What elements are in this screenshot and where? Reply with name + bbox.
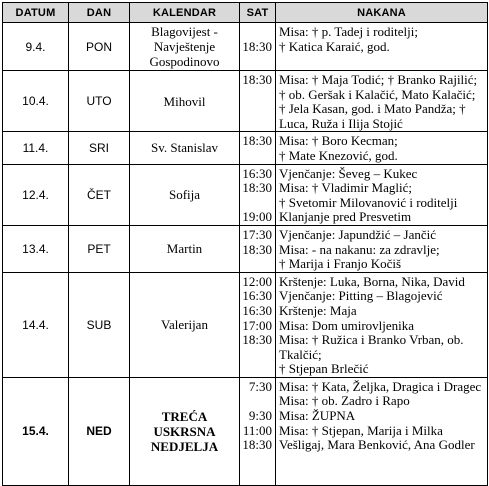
intention-line: † Stjepan Brlečić: [279, 361, 369, 377]
intention-line: Klanjanje pred Presvetim: [279, 209, 412, 225]
intention-line: Misa: † Kata, Željka, Dragica i Dragec: [279, 378, 482, 394]
intention-line: Misa: † Stjepan, Marija i Milka Vešligaj, Mara Benković, Ana Godler: [279, 422, 475, 453]
intention-cell: [276, 132, 488, 164]
intention-line: Misa: - na nakanu: za zdravlje;: [279, 241, 440, 257]
day-cell: ČET: [69, 164, 130, 225]
header-dan: DAN: [69, 3, 130, 23]
table-row: [3, 377, 488, 485]
time-value: 18:30: [242, 38, 272, 54]
intention-cell: [276, 225, 488, 272]
day-cell: PON: [69, 23, 130, 71]
time-value: 19:00: [242, 209, 272, 225]
header-row: [3, 3, 488, 23]
intention-line: Misa: Dom umirovljenika: [279, 317, 415, 333]
time-value: 18:30: [242, 133, 272, 149]
table-row: [3, 272, 488, 377]
time-value: 16:30: [242, 302, 272, 318]
time-cell: [240, 272, 276, 377]
time-value: 17:00: [242, 317, 272, 333]
time-value: 18:30: [242, 180, 272, 196]
intention-line: Vjenčanje: Pitting – Blagojević: [279, 288, 443, 304]
time-value: 18:30: [242, 241, 272, 257]
table-row: [3, 23, 488, 71]
intention-line: † Marija i Franjo Kočiš: [279, 256, 402, 272]
calendar-cell: TREĆA USKRSNA NEDJELJA: [130, 377, 240, 485]
intention-cell: [276, 272, 488, 377]
time-value: 11:00: [242, 422, 272, 438]
time-cell: [240, 225, 276, 272]
header-sat: SAT: [240, 3, 276, 23]
time-value: [240, 196, 272, 211]
intention-line: Krštenje: Luka, Borna, Nika, David: [279, 273, 465, 289]
date-cell: 10.4.: [3, 71, 69, 132]
intention-line: Misa: † Vladimir Maglić;: [279, 180, 412, 196]
intention-cell: [276, 164, 488, 225]
time-cell: [240, 132, 276, 164]
header-nakana: NAKANA: [276, 3, 488, 23]
intention-line: Krštenje: Maja: [279, 302, 357, 318]
intention-line: Vjenčanje: Ševeg – Kukec: [279, 165, 418, 181]
intention-line: Misa: † Ružica i Branko Vrban, ob. Tkalčić;: [279, 332, 464, 362]
schedule-container: [2, 2, 488, 486]
time-value: [240, 25, 272, 40]
table-row: [3, 164, 488, 225]
intention-line: Misa: † Boro Kecman;: [279, 133, 398, 149]
intention-line: Vjenčanje: Japundžić – Jančić: [279, 226, 437, 242]
time-value: 17:30: [242, 226, 272, 242]
day-cell: SRI: [69, 132, 130, 164]
time-cell: [240, 71, 276, 132]
intention-line: † Katica Karaić, god.: [279, 38, 390, 54]
time-value: 7:30: [248, 378, 272, 394]
intention-cell: [276, 71, 488, 132]
intention-line: † Mate Knezović, god.: [279, 147, 398, 163]
date-cell: 9.4.: [3, 23, 69, 71]
day-cell: PET: [69, 225, 130, 272]
date-cell: 15.4.: [3, 377, 69, 485]
header-kalendar: KALENDAR: [130, 3, 240, 23]
day-cell: NED: [69, 377, 130, 485]
mass-schedule-table: [2, 2, 488, 486]
calendar-cell: Blagovijest - Navještenje Gospodinovo: [130, 23, 240, 71]
time-cell: [240, 377, 276, 485]
calendar-cell: Sofija: [130, 164, 240, 225]
table-row: [3, 225, 488, 272]
intention-line: Misa: ŽUPNA: [279, 408, 356, 424]
schedule-body: [3, 23, 488, 486]
time-value: 16:30: [242, 165, 272, 181]
time-value: 9:30: [248, 408, 272, 424]
time-value: 18:30: [242, 437, 272, 453]
time-value: 18:30: [242, 72, 272, 87]
calendar-cell: Sv. Stanislav: [130, 132, 240, 164]
day-cell: UTO: [69, 71, 130, 132]
time-value: 12:00: [242, 273, 272, 289]
day-cell: SUB: [69, 272, 130, 377]
header-datum: DATUM: [3, 3, 69, 23]
intention-line: Misa: † p. Tadej i roditelji;: [279, 24, 418, 39]
table-row: [3, 71, 488, 132]
intention-cell: [276, 23, 488, 71]
calendar-cell: Martin: [130, 225, 240, 272]
intention-line: Misa: † ob. Zadro i Rapo: [279, 393, 410, 409]
date-cell: 13.4.: [3, 225, 69, 272]
intention-line: † Svetomir Milovanović i roditelji: [279, 194, 458, 210]
date-cell: 12.4.: [3, 164, 69, 225]
calendar-cell: Mihovil: [130, 71, 240, 132]
table-row: [3, 132, 488, 164]
time-cell: [240, 164, 276, 225]
calendar-cell: Valerijan: [130, 272, 240, 377]
intention-line: Misa: † Maja Todić; † Branko Rajilić; † ob. Geršak i Kalačić, Mato Kalačić; † Jela Kasan, god. i Mato Pandža; † Luca, Ruža i Ilija Stojić: [279, 72, 478, 131]
time-value: [240, 394, 272, 409]
time-cell: [240, 23, 276, 71]
intention-cell: [276, 377, 488, 485]
time-value: 16:30: [242, 288, 272, 304]
time-value: 18:30: [242, 332, 272, 348]
date-cell: 11.4.: [3, 132, 69, 164]
date-cell: 14.4.: [3, 272, 69, 377]
